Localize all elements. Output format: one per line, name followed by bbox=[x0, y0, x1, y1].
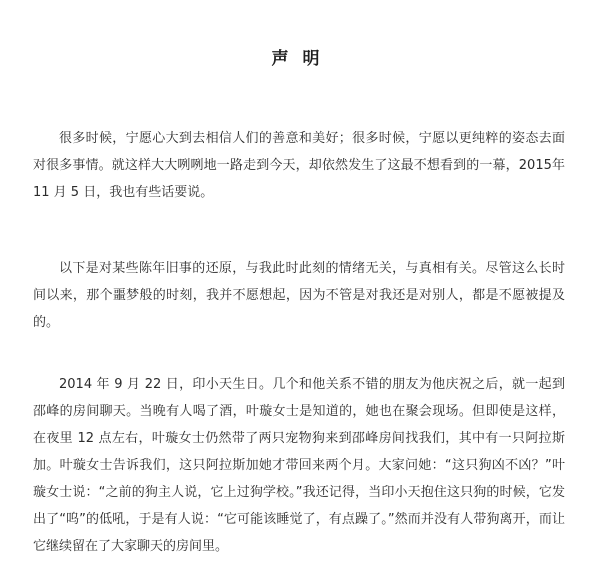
paragraph-account: 2014 年 9 月 22 日，印小天生日。几个和他关系不错的朋友为他庆祝之后，就一起到邵峰的房间聊天。当晚有人喝了酒，叶璇女士是知道的，她也在聚会现场。但即使是这样，在夜里 12 点左右，叶璇女士仍然带了两只宠物狗来到邵峰房间找我们，其中有一只阿拉斯加。叶璇女士告诉我们，这只阿拉斯加她才带回来两个月。大家问她：“这只狗凶不凶？”叶璇女士说：“之前的狗主人说，它上过狗学校。”我还记得，当印小天抱住这只狗的时候，它发出了“呜”的低吼，于是有人说：“它可能该睡觉了，有点躁了。”然而并没有人带狗离开，而让它继续留在了大家聊天的房间里。 bbox=[33, 377, 565, 554]
paragraph-context: 以下是对某些陈年旧事的还原，与我此时此刻的情绪无关，与真相有关。尽管这么长时间以来，那个噩梦般的时刻，我并不愿想起，因为不管是对我还是对别人，都是不愿被提及的。 bbox=[33, 261, 565, 330]
paragraph-intro: 很多时候，宁愿心大到去相信人们的善意和美好；很多时候，宁愿以更纯粹的姿态去面对很多事情。就这样大大咧咧地一路走到今天，却依然发生了这最不想看到的一幕，2015年 11 月 5 日，我也有些话要说。 bbox=[33, 131, 565, 200]
document-title: 声 明 bbox=[271, 49, 324, 69]
